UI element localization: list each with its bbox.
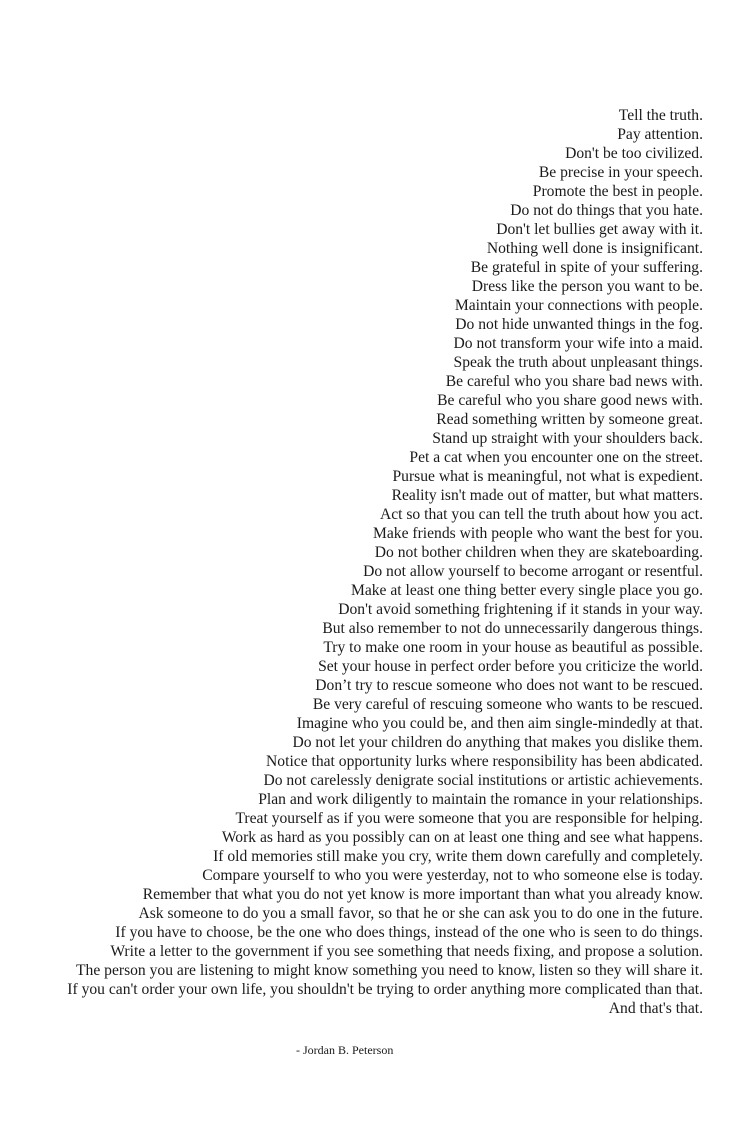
- rule-line: Set your house in perfect order before you criticize the world.: [318, 658, 703, 675]
- rule-line: Treat yourself as if you were someone that you are responsible for helping.: [235, 810, 703, 827]
- rule-line: Do not let your children do anything that makes you dislike them.: [292, 734, 703, 751]
- rule-line: Plan and work diligently to maintain the romance in your relationships.: [258, 791, 703, 808]
- rule-line: Speak the truth about unpleasant things.: [453, 354, 703, 371]
- rule-line: Ask someone to do you a small favor, so that he or she can ask you to do one in the future.: [138, 905, 703, 922]
- rule-line: Make friends with people who want the best for you.: [373, 525, 703, 542]
- rule-line: Act so that you can tell the truth about how you act.: [379, 506, 703, 523]
- rule-line: Be careful who you share good news with.: [437, 392, 703, 409]
- rule-line: Imagine who you could be, and then aim single-mindedly at that.: [296, 715, 703, 732]
- rule-line: Pay attention.: [617, 126, 703, 143]
- rule-line: If you can't order your own life, you shouldn't be trying to order anything more complicated than that.: [67, 981, 703, 998]
- rule-line: Do not carelessly denigrate social institutions or artistic achievements.: [263, 772, 703, 789]
- rule-line: Compare yourself to who you were yesterday, not to who someone else is today.: [202, 867, 703, 884]
- rule-line: Be careful who you share bad news with.: [445, 373, 703, 390]
- rule-line: And that's that.: [608, 1000, 703, 1017]
- rule-line: Be precise in your speech.: [538, 164, 703, 181]
- attribution: - Jordan B. Peterson: [296, 1043, 394, 1057]
- rule-line: Be grateful in spite of your suffering.: [470, 259, 703, 276]
- rule-line: If you have to choose, be the one who does things, instead of the one who is seen to do things.: [115, 924, 703, 941]
- rule-line: Try to make one room in your house as beautiful as possible.: [323, 639, 703, 656]
- rule-line: Do not allow yourself to become arrogant or resentful.: [363, 563, 703, 580]
- rule-line: Make at least one thing better every single place you go.: [350, 582, 703, 599]
- rule-line: Tell the truth.: [618, 107, 703, 124]
- rule-line: Reality isn't made out of matter, but what matters.: [391, 487, 703, 504]
- rule-line: Don’t try to rescue someone who does not want to be rescued.: [315, 677, 703, 694]
- rule-line: The person you are listening to might know something you need to know, listen so they will share it.: [76, 962, 703, 979]
- rule-line: Don't let bullies get away with it.: [496, 221, 703, 238]
- rule-line: If old memories still make you cry, write them down carefully and completely.: [213, 848, 703, 865]
- rule-line: Stand up straight with your shoulders back.: [432, 430, 703, 447]
- rule-line: Be very careful of rescuing someone who wants to be rescued.: [312, 696, 703, 713]
- rule-line: Nothing well done is insignificant.: [486, 240, 703, 257]
- rule-line: Don't be too civilized.: [565, 145, 703, 162]
- rule-line: Read something written by someone great.: [436, 411, 703, 428]
- rule-line: Write a letter to the government if you see something that needs fixing, and propose a solution.: [110, 943, 703, 960]
- rule-line: Do not transform your wife into a maid.: [453, 335, 703, 352]
- rule-line: Promote the best in people.: [532, 183, 703, 200]
- rule-line: Don't avoid something frightening if it stands in your way.: [338, 601, 703, 618]
- rule-line: Remember that what you do not yet know is more important than what you already know.: [142, 886, 703, 903]
- rule-line: Do not hide unwanted things in the fog.: [455, 316, 703, 333]
- rule-line: Do not bother children when they are skateboarding.: [374, 544, 703, 561]
- rule-line: But also remember to not do unnecessarily dangerous things.: [322, 620, 703, 637]
- rule-line: Work as hard as you possibly can on at least one thing and see what happens.: [221, 829, 703, 846]
- rule-line: Dress like the person you want to be.: [471, 278, 703, 295]
- rule-line: Do not do things that you hate.: [510, 202, 703, 219]
- rule-line: Pursue what is meaningful, not what is expedient.: [392, 468, 703, 485]
- rule-line: Pet a cat when you encounter one on the street.: [409, 449, 703, 466]
- rules-list: [10, 106, 703, 1018]
- rule-line: Notice that opportunity lurks where responsibility has been abdicated.: [266, 753, 703, 770]
- rule-line: Maintain your connections with people.: [454, 297, 703, 314]
